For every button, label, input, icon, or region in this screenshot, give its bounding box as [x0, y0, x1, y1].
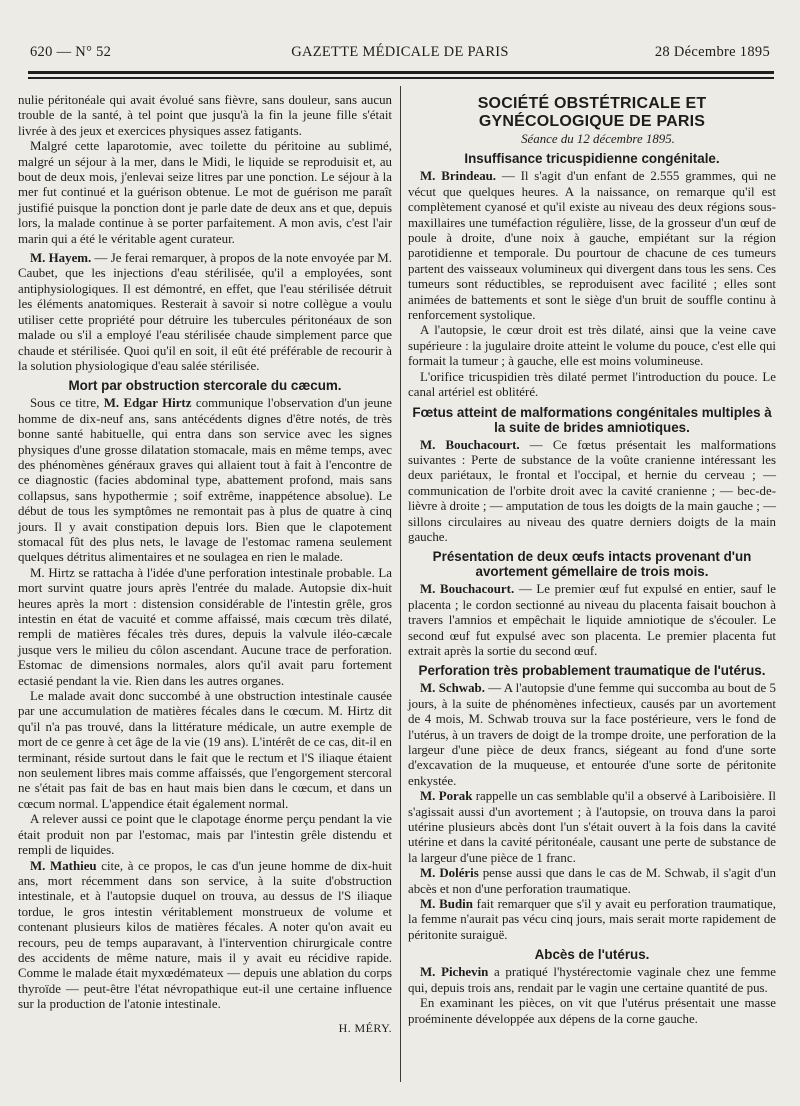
paragraph: M. Bouchacourt. — Le premier œuf fut expulsé en entier, sauf le placenta ; le cordon sectionné au niveau du placenta faisait bouchon à travers l'amnios et empêchait le liquide amniotique de s'écouler. Le second œuf fut expulsé avec son placenta. Le premier placenta fut extrait après la sortie du second œuf.	[408, 582, 776, 658]
author-signature: H. MÉRY.	[338, 1020, 392, 1035]
paragraph: En examinant les pièces, on vit que l'utérus présentait une masse proéminente développée aux dépens de la corne gauche.	[408, 996, 776, 1026]
section-heading: Présentation de deux œufs intacts provenant d'un avortement gémellaire de trois mois.	[432, 549, 752, 580]
speaker-name: M. Pichevin	[420, 965, 489, 980]
paragraph: M. Doléris pense aussi que dans le cas de M. Schwab, il s'agit d'un abcès et non d'une perforation traumatique.	[408, 866, 776, 896]
speaker-name: M. Budin	[420, 897, 473, 912]
paragraph: A l'autopsie, le cœur droit est très dilaté, ainsi que la veine cave supérieure : la jugulaire droite atteint le volume du pouce, c'est elle qui formait la tumeur ; à gauche, elle est moins volumineuse.	[408, 323, 776, 369]
section-heading: Perforation très probablement traumatique de l'utérus.	[418, 663, 766, 679]
issue-date: 28 Décembre 1895	[654, 44, 770, 60]
paragraph: M. Pichevin a pratiqué l'hystérectomie vaginale chez une femme qui, depuis trois ans, rendait par le vagin une certaine quantité de pus.	[408, 965, 776, 995]
speaker-name: M. Bouchacourt.	[420, 437, 520, 452]
paragraph: M. Mathieu cite, à ce propos, le cas d'un jeune homme de dix-huit ans, mort récemment dans son service, à la suite d'obstruction intestinale, et à l'autopsie duquel on trouva, au dessus de l'S iliaque tordue, le gros intestin véritablement monstrueux de volume et contenant plusieurs kilos de matières fécales. A noter qu'on avait eu recours, peu de temps auparavant, à l'intervention chirurgicale contre des accidents de même nature, mais il y avait eu récidive rapide. Comme le malade était myxœdémateux — depuis une ablation du corps thyroïde — peut-être l'état névropathique eut-il une certaine influence sur la production de l'atonie intestinale.	[18, 858, 392, 1012]
speaker-name: M. Hayem.	[30, 251, 92, 266]
paragraph: nulie péritonéale qui avait évolué sans fièvre, sans douleur, sans aucun trouble de la santé, à tel point que jusqu'à la fin la jeune fille s'était livrée à des jeux et exercices physiques assez fatigants.	[18, 93, 392, 138]
page-number: 620 — N° 52	[30, 44, 112, 60]
left-column	[18, 93, 392, 1036]
paragraph: Sous ce titre, M. Edgar Hirtz communique l'observation d'un jeune homme de dix-neuf ans, sans antécédents dignes d'être notés, de très bonne santé habituelle, qui entra dans son service avec les signes physiques d'une grosse dilatation stomacale, mais en même temps, avec des phénomènes généraux graves qui allaient tout à fait à l'encontre de ce diagnostic (facies abdominal type, abattement profond, mais sans collapsus, sans hypothermie ; soif extrême, inappétence absolue). Le début de tous les symptômes ne remontait pas à plus de quatre à cinq jours. Il y avait constipation depuis lors. Bien que le clapotement stomacal fût des plus nets, le lavage de l'estomac ramena seulement quelques détritus alimentaires et ne soulagea en rien le malade.	[18, 396, 392, 565]
speaker-name: M. Porak	[420, 789, 473, 804]
speaker-name: M. Bouchacourt.	[420, 582, 515, 597]
speaker-name: M. Edgar Hirtz	[103, 396, 192, 411]
speaker-name: M. Brindeau.	[420, 169, 497, 184]
journal-title: GAZETTE MÉDICALE DE PARIS	[291, 44, 509, 60]
section-heading: Fœtus atteint de malformations congénitales multiples à la suite de brides amniotiques.	[412, 404, 772, 435]
speaker-name: M. Mathieu	[30, 858, 97, 873]
column-divider	[400, 86, 401, 1082]
section-heading: Mort par obstruction stercorale du cæcum.	[68, 378, 342, 394]
paragraph: M. Porak rappelle un cas semblable qu'il a observé à Lariboisière. Il s'agissait aussi d'un avortement ; à l'autopsie, on trouva dans la paroi utérine plusieurs abcès dont l'un s'était ouvert à la fois dans la cavité utérine et dans la cavité péritonéale, causant une perte de substance de la largeur d'une pièce de 1 franc.	[408, 789, 776, 865]
paragraph: M. Schwab. — A l'autopsie d'une femme qui succomba au bout de 5 jours, à la suite de phénomènes infectieux, causés par un avortement de 4 mois, M. Schwab trouva sur la face postérieure, vers le fond de l'utérus, à un travers de doigt de la trompe droite, une perforation de la largeur d'une pièce de deux francs, siégeant au fond d'une sorte d'excavation de la muqueuse, et entourée d'une sorte de péritonite enkystée.	[408, 681, 776, 788]
paragraph: M. Hirtz se rattacha à l'idée d'une perforation intestinale probable. La mort survint quatre jours après l'entrée du malade. Autopsie dix-huit heures après la mort : distension considérable de l'intestin grêle, gros intestin en état de vacuité et comme affaissé, mais cœcum très dilaté, rempli de matières fécales très dures, depuis la valvule iléo-cæcale jusque vers le milieu du côlon ascendant. Aucune trace de perforation. Estomac de dimensions normales, alors qu'il avait paru fortement ectasié pendant la vie. Rien dans les autres organes.	[18, 565, 392, 688]
paragraph: L'orifice tricuspidien très dilaté permet l'introduction du pouce. Le canal artériel est oblitéré.	[408, 369, 776, 400]
speaker-name: M. Doléris	[420, 866, 479, 881]
paragraph: M. Hayem. — Je ferai remarquer, à propos de la note envoyée par M. Caubet, que les injections d'eau stérilisée, qu'il a employées, sont antiphysiologiques. Il est démontré, en effet, que l'eau stérilisée détruit les éléments anatomiques. Resterait à savoir si notre collègue a voulu utiliser cette propriété pour détruire les tubercules péritonéaux de son malade ou s'il a employé l'eau stérilisée chaude simplement parce que chaude et stérilisée. Quoi qu'il en soit, il eût été préférable de recourir à la solution physiologique d'eau salée stérilisée.	[18, 251, 392, 373]
paragraph: Le malade avait donc succombé à une obstruction intestinale causée par une accumulation de matières fécales dans le cœcum. M. Hirtz dit qu'il n'a pas trouvé, dans la littérature médicale, un autre exemple de mort de ce genre à cet âge de la vie (19 ans). L'intérêt de ce cas, dit-il en terminant, réside surtout dans le fait que le rectum et l'S iliaque étaient non seulement libres mais comme affaissés, que l'engorgement stercoral ne s'était pas fait de bas en haut mais bien dans le cœcum, et dans un cœcum normal. L'appendice était également normal.	[18, 689, 392, 811]
paragraph: Malgré cette laparotomie, avec toilette du péritoine au sublimé, malgré un séjour à la mer, dans le Midi, le liquide se reproduisit et, au bout de deux mois, j'enlevai seize litres par une ponction. Le séjour à la mer fut continué et la guérison obtenue. Le mot de guérison me paraît justifié puisque la ponction dont je parle date de deux ans et que, depuis lors, la malade continue à se porter parfaitement. A mon avis, c'est l'air marin qui a été le véritable agent curateur.	[18, 139, 392, 246]
section-heading: Insuffisance tricuspidienne congénitale.	[464, 151, 720, 167]
header-rule-top	[28, 71, 774, 74]
speaker-name: M. Schwab.	[420, 681, 485, 696]
section-heading: Abcès de l'utérus.	[534, 947, 650, 963]
page-header	[30, 40, 770, 62]
header-rule-bottom	[28, 77, 774, 79]
paragraph: M. Brindeau. — Il s'agit d'un enfant de 2.555 grammes, qui ne vécut que quelques heures. A la naissance, on remarque qu'il est complètement cyanosé et qu'il existe au niveau des deux régions sous-maxillaires une tuméfaction régulière, lisse, de la grosseur d'un œuf de poule à droite, d'une noix à gauche, empiétant sur la région parotidienne et temporale. Du pourtour de chacune de ces tumeurs partent des vaisseaux volumineux qui divergent dans tous les sens. Ces tumeurs sont réductibles, se reproduisent avec facilité ; elles sont animées de battements et sont le siège d'un bruit de souffle continu à renforcement systolique.	[408, 169, 776, 323]
paragraph: M. Budin fait remarquer que s'il y avait eu perforation traumatique, la femme n'aurait pas vécu cinq jours, mais serait morte rapidement de péritonite suraiguë.	[408, 897, 776, 942]
paragraph: A relever aussi ce point que le clapotage énorme perçu pendant la vie était produit non par l'estomac, mais par l'intestin grêle distendu et rempli de liquides.	[18, 812, 392, 858]
paragraph: M. Bouchacourt. — Ce fœtus présentait les malformations suivantes : Perte de substance de la voûte cranienne intéressant les deux pariétaux, le frontal et l'occipal, et hernie du cerveau ; — communication de l'orbite droit avec la cavité cranienne ; — bec-de-lièvre à droite ; — amputation de tous les doigts de la main gauche ; — sillons circulaires au niveau des quatre derniers doigts de la main gauche.	[408, 437, 776, 544]
right-column	[408, 93, 776, 1027]
session-date: Séance du 12 décembre 1895.	[521, 132, 675, 146]
society-title: SOCIÉTÉ OBSTÉTRICALE ET GYNÉCOLOGIQUE DE PARIS	[477, 95, 707, 130]
